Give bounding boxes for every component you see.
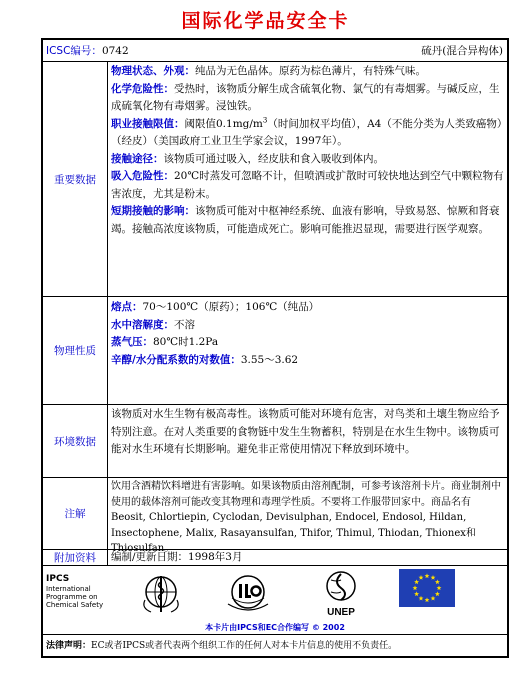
card-title: 国际化学品安全卡 — [181, 10, 350, 32]
ipcs-line: International — [46, 585, 91, 593]
short-term-effects: 短期接触的影响：该物质可能对中枢神经系统、血液有影响，导致易怒、惊厥和肾衰竭。接触高浓度该物质，可能造成死亡。影响可能推迟显现，需要进行医学观察。 — [111, 205, 500, 235]
physical-properties-label: 物理性质 — [43, 297, 108, 404]
log-kow: 辛醇/水分配系数的对数值：3.55～3.62 — [111, 353, 299, 366]
important-data-content — [108, 62, 507, 296]
environment-section — [43, 405, 507, 478]
chemical-hazard: 化学危险性：受热时，该物质分解生成含硫氧化物、氯气的有毒烟雾。与碱反应，生成硫氧化物有毒烟雾。浸蚀铁。 — [111, 82, 500, 112]
additional-info-label: 附加资料 — [43, 550, 108, 565]
additional-info-text: 编制/更新日期：1998年3月 — [111, 551, 243, 563]
physical-properties-content — [108, 297, 507, 404]
notes-text: 饮用含酒精饮料增进有害影响。如果该物质由溶剂配制，可参考该溶剂卡片。商业制剂中使用的载体溶剂可能改变其物理和毒理学性质。不要将工作服带回家中。商品名有Beosit, Chlortiepin, Cyclodan, Devisulphan, Endocel, Endosol, Hildan, Insectophene, Malix, Rasayansulfan, Thifor, Thimul, Thiodan, Thionex和Thiosulfan。 — [111, 481, 501, 554]
ipcs-line: Programme on — [46, 593, 98, 601]
physical-state: 物理状态、外观：纯品为无色晶体。原药为棕色薄片，有特殊气味。 — [111, 65, 426, 77]
credit-line: 本卡片由IPCS和EC合作编写 © 2002 — [205, 623, 345, 632]
environment-label: 环境数据 — [43, 405, 108, 477]
melting-point: 熔点：70～100℃（原药）；106℃（纯品） — [111, 301, 320, 313]
safety-card — [41, 38, 509, 658]
vapor-pressure: 蒸气压：80℃时1.2Pa — [111, 336, 219, 348]
important-data-section — [43, 62, 507, 297]
exposure-route: 接触途径：该物质可通过吸入，经皮肤和食入吸收到体内。 — [111, 152, 384, 165]
inhalation-risk: 吸入危险性：20℃时蒸发可忽略不计，但喷洒或扩散时可较快地达到空气中颗粒物有害浓度，尤其是粉末。 — [111, 170, 504, 200]
water-solubility: 水中溶解度：不溶 — [111, 318, 195, 331]
unep-logo — [321, 570, 361, 618]
who-logo-icon — [139, 572, 183, 616]
legal-notice: 法律声明：EC或者IPCS或者代表两个组织工作的任何人对本卡片信息的使用不负责任。 — [46, 641, 398, 651]
icsc-number: ICSC编号：0742 — [46, 45, 129, 57]
ipcs-block — [46, 574, 103, 609]
unep-label: UNEP — [327, 607, 355, 618]
ilo-logo-icon — [225, 572, 271, 616]
unep-emblem-icon — [321, 570, 361, 604]
eu-flag-icon — [399, 569, 455, 607]
exposure-limit: 职业接触限值：阈限值$0.1mg/m^3$（时间加权平均值），A4（不能分类为人类致癌物）（经皮）（美国政府工业卫生学家会议，1997年）。 — [111, 116, 503, 147]
ipcs-line: Chemical Safety — [46, 601, 104, 609]
substance-name: 硫丹(混合异构体) — [421, 45, 503, 57]
important-data-label: 重要数据 — [43, 62, 108, 296]
ipcs-name: IPCS — [46, 574, 70, 584]
logo-strip — [43, 566, 507, 635]
notes-label: 注解 — [43, 478, 108, 549]
additional-info-section — [43, 550, 507, 566]
notes-section — [43, 478, 507, 554]
environment-text: 该物质对水生生物有极高毒性。该物质可能对环境有危害，对鸟类和土壤生物应给予特别注意。在对人类重要的食物链中发生生物蓄积，特别是在水生生物中。该物质可能对水生环境有长期影响。避免非正常使用情况下释放到环境中。 — [111, 408, 500, 455]
header-row — [43, 40, 507, 62]
physical-properties-section — [43, 297, 507, 405]
